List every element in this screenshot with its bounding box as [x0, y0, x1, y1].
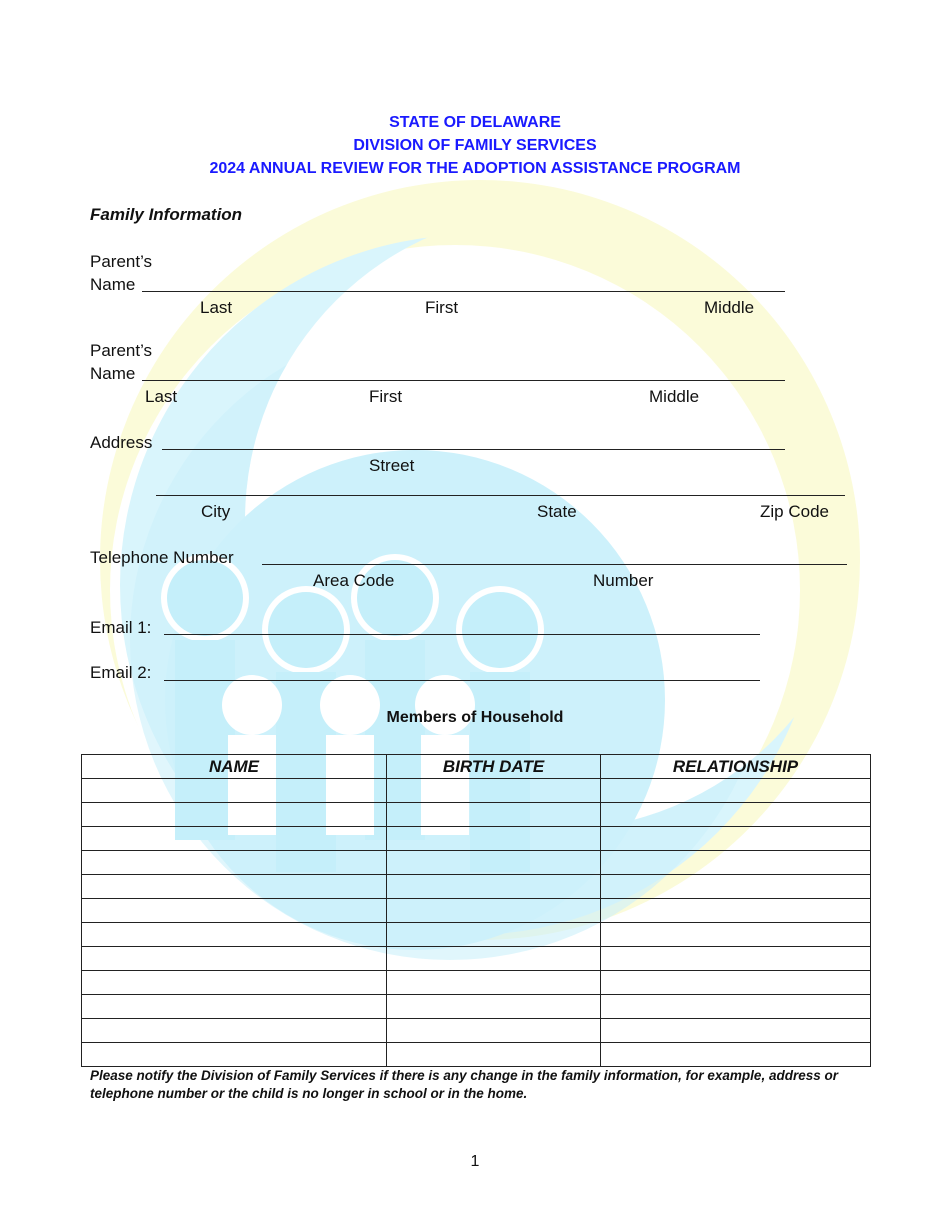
address-street-field[interactable]	[162, 449, 785, 450]
table-row	[82, 899, 871, 923]
birth-date-cell[interactable]	[387, 923, 601, 947]
email1-field[interactable]	[164, 634, 760, 635]
parent2-label-bottom: Name	[90, 364, 136, 383]
relationship-cell[interactable]	[601, 803, 871, 827]
name-cell[interactable]	[82, 875, 387, 899]
email1-label: Email 1:	[90, 618, 152, 637]
birth-date-cell[interactable]	[387, 827, 601, 851]
household-table-body	[82, 779, 871, 1067]
birth-date-cell[interactable]	[387, 803, 601, 827]
relationship-cell[interactable]	[601, 995, 871, 1019]
address-label: Address	[90, 433, 153, 452]
table-row	[82, 995, 871, 1019]
address-city-state-zip-field[interactable]	[156, 495, 845, 496]
name-cell[interactable]	[82, 1019, 387, 1043]
relationship-cell[interactable]	[601, 947, 871, 971]
members-of-household-heading: Members of Household	[386, 709, 564, 726]
birth-date-cell[interactable]	[387, 1043, 601, 1067]
family-information-heading: Family Information	[90, 205, 243, 224]
parent1-label-top: Parent’s	[90, 252, 153, 271]
relationship-cell[interactable]	[601, 779, 871, 803]
table-row	[82, 1043, 871, 1067]
street-caption: Street	[369, 456, 415, 475]
relationship-column-header: RELATIONSHIP	[601, 755, 871, 779]
parent2-label-top: Parent’s	[90, 341, 153, 360]
birth-date-cell[interactable]	[387, 779, 601, 803]
relationship-cell[interactable]	[601, 923, 871, 947]
name-cell[interactable]	[82, 923, 387, 947]
area-code-caption: Area Code	[313, 571, 395, 590]
birth-date-cell[interactable]	[387, 947, 601, 971]
telephone-field[interactable]	[262, 564, 847, 565]
table-row	[82, 875, 871, 899]
parent1-first-caption: First	[425, 298, 459, 317]
change-notice: Please notify the Division of Family Services if there is any change in the family information, for example, address or telephone number or the child is no longer in school or in the home.	[90, 1068, 838, 1101]
name-cell[interactable]	[82, 827, 387, 851]
page-number: 1	[470, 1153, 480, 1170]
header-division: DIVISION OF FAMILY SERVICES	[353, 137, 597, 154]
parent1-name-field[interactable]	[142, 291, 785, 292]
parent2-last-caption: Last	[145, 387, 178, 406]
name-cell[interactable]	[82, 995, 387, 1019]
birth-date-cell[interactable]	[387, 899, 601, 923]
email2-field[interactable]	[164, 680, 760, 681]
name-cell[interactable]	[82, 851, 387, 875]
parent2-middle-caption: Middle	[649, 387, 700, 406]
city-caption: City	[201, 502, 231, 521]
birth-date-cell[interactable]	[387, 875, 601, 899]
telephone-label: Telephone Number	[90, 548, 234, 567]
relationship-cell[interactable]	[601, 851, 871, 875]
relationship-cell[interactable]	[601, 971, 871, 995]
number-caption: Number	[593, 571, 654, 590]
relationship-cell[interactable]	[601, 827, 871, 851]
header-state: STATE OF DELAWARE	[389, 114, 561, 131]
birth-date-cell[interactable]	[387, 851, 601, 875]
name-cell[interactable]	[82, 803, 387, 827]
table-row	[82, 947, 871, 971]
zip-code-caption: Zip Code	[760, 502, 829, 521]
name-cell[interactable]	[82, 1043, 387, 1067]
birth-date-cell[interactable]	[387, 995, 601, 1019]
name-cell[interactable]	[82, 779, 387, 803]
birth-date-cell[interactable]	[387, 971, 601, 995]
table-row	[82, 923, 871, 947]
state-caption: State	[537, 502, 577, 521]
name-column-header: NAME	[82, 755, 387, 779]
name-cell[interactable]	[82, 899, 387, 923]
table-header-row	[82, 755, 871, 779]
parent1-middle-caption: Middle	[704, 298, 755, 317]
table-row	[82, 803, 871, 827]
email2-label: Email 2:	[90, 663, 152, 682]
relationship-cell[interactable]	[601, 1043, 871, 1067]
table-row	[82, 851, 871, 875]
relationship-cell[interactable]	[601, 1019, 871, 1043]
table-row	[82, 971, 871, 995]
name-cell[interactable]	[82, 947, 387, 971]
parent1-label-bottom: Name	[90, 275, 136, 294]
name-cell[interactable]	[82, 971, 387, 995]
birth-date-cell[interactable]	[387, 1019, 601, 1043]
birth-date-column-header: BIRTH DATE	[387, 755, 601, 779]
household-members-table	[81, 754, 871, 1067]
parent2-first-caption: First	[369, 387, 403, 406]
parent1-last-caption: Last	[200, 298, 233, 317]
parent2-name-field[interactable]	[142, 380, 785, 381]
header-form-title: 2024 ANNUAL REVIEW FOR THE ADOPTION ASSISTANCE PROGRAM	[209, 160, 741, 177]
relationship-cell[interactable]	[601, 899, 871, 923]
relationship-cell[interactable]	[601, 875, 871, 899]
table-row	[82, 779, 871, 803]
table-row	[82, 1019, 871, 1043]
table-row	[82, 827, 871, 851]
